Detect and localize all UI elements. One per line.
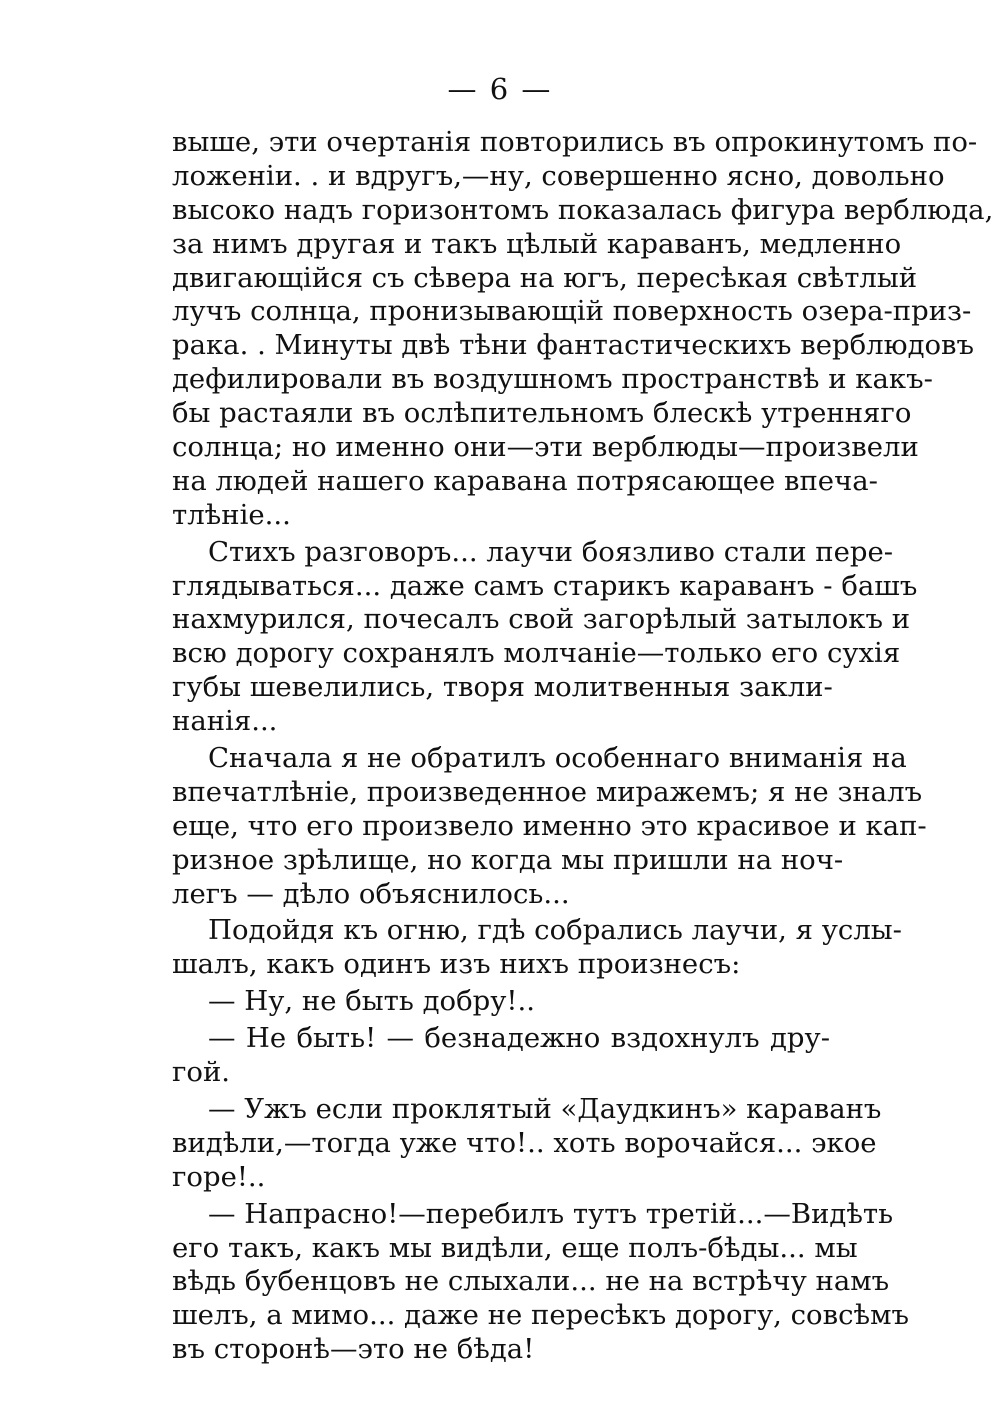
text-line: на людей нашего каравана потрясающее впеча- [172,464,878,497]
text-line: двигающійся съ сѣвера на югъ, пересѣкая свѣтлый [172,261,918,294]
text-line: — Ужъ если проклятый «Даудкинъ» караванъ [208,1092,882,1125]
text-line: Подойдя къ огню, гдѣ собрались лаучи, я услы- [208,914,902,947]
text-line: Стихъ разговоръ... лаучи боязливо стали пере- [208,535,894,568]
text-line: глядываться... даже самъ старикъ караванъ - башъ [172,569,918,602]
paragraph [172,985,830,1019]
text-line: вѣдь бубенцовъ не слыхали... не на встрѣчу намъ [172,1265,890,1298]
text-line: тлѣніе... [172,498,291,531]
text-line: легъ — дѣло объяснилось... [172,877,570,910]
text-line: еще, что его произвело именно это красивое и кап- [172,809,927,842]
paragraph [172,742,927,911]
text-line: бы растаяли въ ослѣпительномъ блескѣ утренняго [172,397,912,430]
body-text [172,126,994,1367]
text-line: въ сторонѣ—это не бѣда! [172,1333,535,1366]
page-number: — 6 — [447,72,553,106]
text-line: рака. . Минуты двѣ тѣни фантастическихъ верблюдовъ [172,329,975,362]
text-line: солнца; но именно они—эти верблюды—произвели [172,431,919,464]
text-line: лучъ солнца, пронизывающій поверхность озера-приз- [172,295,972,328]
text-line: гой. [172,1056,231,1089]
text-line: Сначала я не обратилъ особеннаго вниманія на [208,742,907,775]
text-line: нахмурился, почесалъ свой загорѣлый затылокъ и [172,603,911,636]
text-line: губы шевелились, творя молитвенныя закли- [172,671,833,704]
text-line: — Ну, не быть добру!.. [208,985,535,1018]
text-line: — Напрасно!—перебилъ тутъ третій...—Видѣть [208,1197,894,1230]
paragraph [172,535,918,739]
text-line: — Не быть! — безнадежно вздохнулъ дру- [208,1022,830,1055]
text-line: шелъ, а мимо... даже не пересѣкъ дорогу, совсѣмъ [172,1299,909,1332]
text-line: горе!.. [172,1160,266,1193]
text-line: шалъ, какъ одинъ изъ нихъ произнесъ: [172,948,741,981]
text-line: дефилировали въ воздушномъ пространствѣ и какъ- [172,363,933,396]
paragraph [172,1197,909,1367]
text-line: видѣли,—тогда уже что!.. хоть ворочайся... экое [172,1126,877,1159]
paragraph [172,126,994,533]
text-line: его такъ, какъ мы видѣли, еще полъ-бѣды... мы [172,1231,858,1264]
text-line: за нимъ другая и такъ цѣлый караванъ, медленно [172,227,902,260]
text-line: выше, эти очертанія повторились въ опрокинутомъ по- [172,126,978,158]
text-line: высоко надъ горизонтомъ показалась фигура верблюда, [172,193,994,226]
text-line: нанія... [172,705,278,738]
text-line: всю дорогу сохранялъ молчаніе—только его сухія [172,637,901,670]
paragraph [172,914,902,982]
paragraph [172,1022,830,1090]
text-line: впечатлѣніе, произведенное миражемъ; я не зналъ [172,775,923,808]
paragraph [172,1092,882,1195]
text-line: ложеніи. . и вдругъ,—ну, совершенно ясно, довольно [172,159,945,192]
text-line: ризное зрѣлище, но когда мы пришли на ноч- [172,843,844,876]
